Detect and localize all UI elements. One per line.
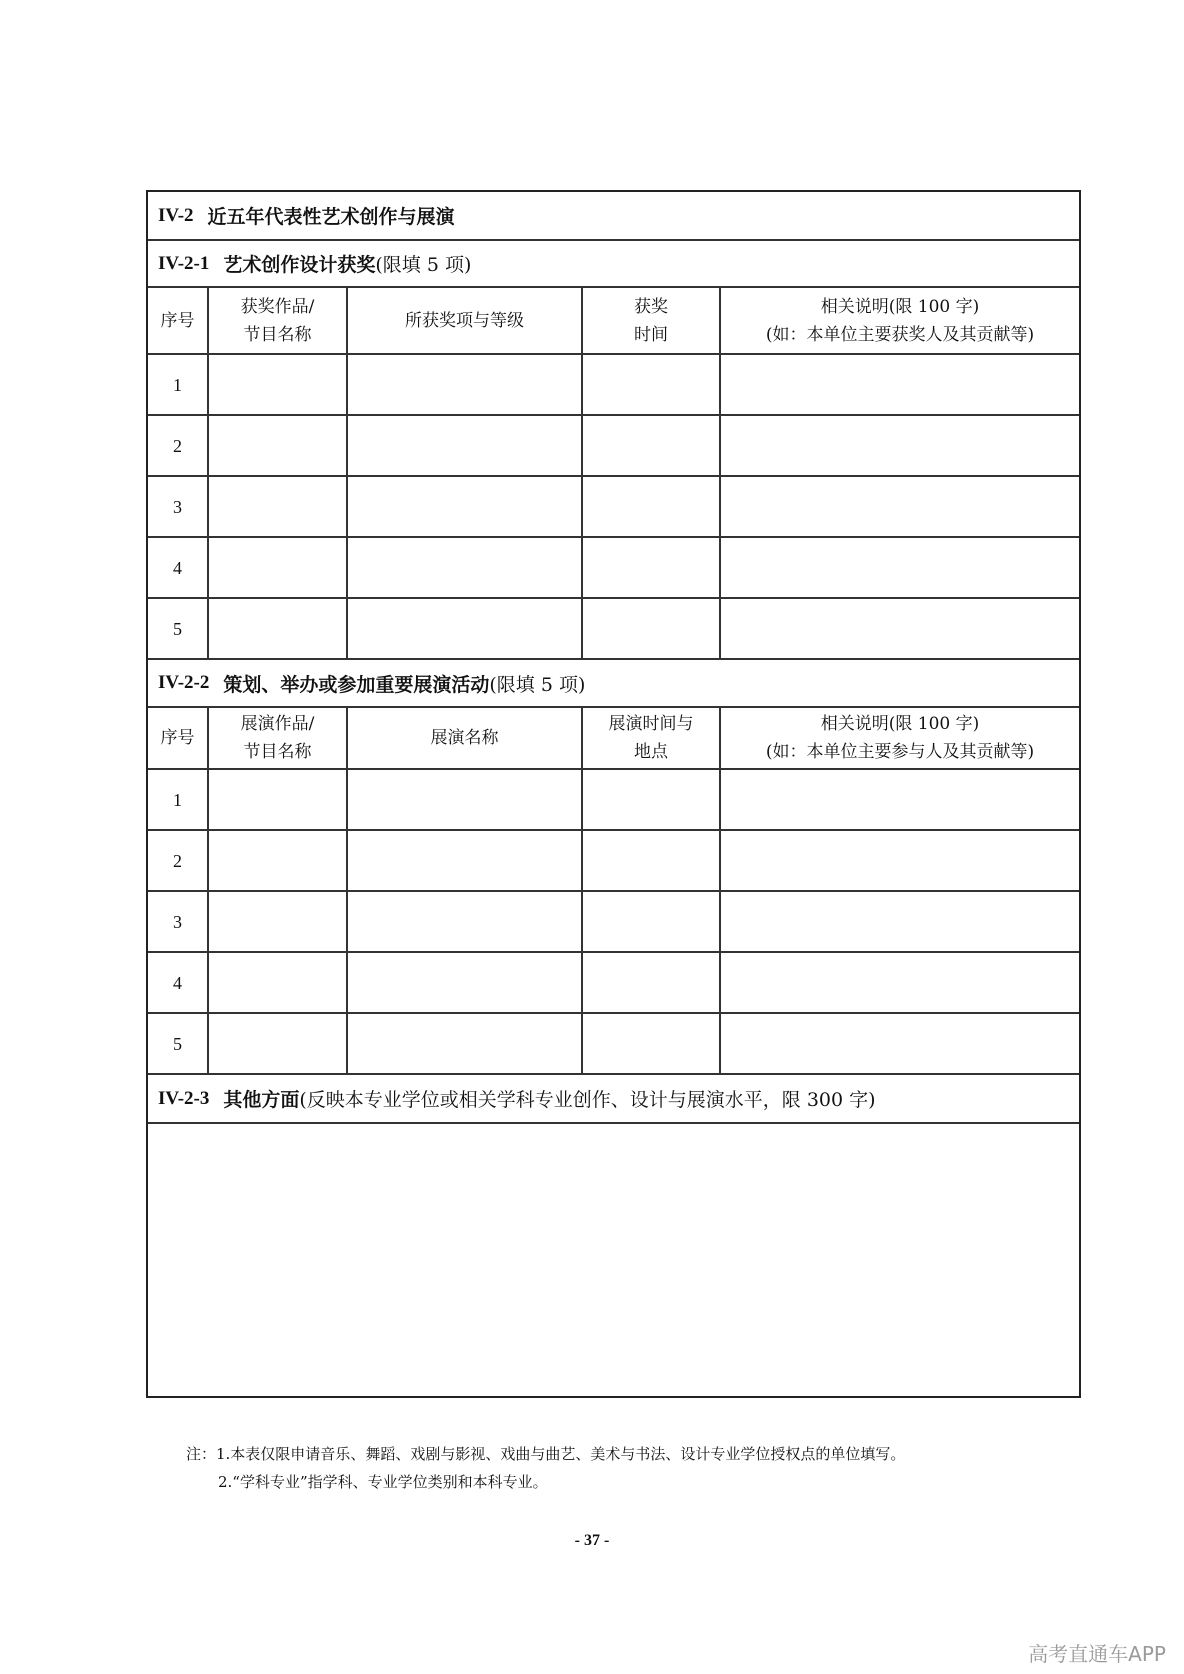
header-desc-line1: 相关说明(限 100 字): [820, 296, 980, 317]
other-header: [148, 1075, 1079, 1124]
table-row: [148, 1014, 1079, 1075]
table-row: [148, 538, 1079, 599]
header-description: [721, 288, 1079, 353]
description-field[interactable]: [721, 1014, 1079, 1073]
row-index: 4: [148, 538, 209, 597]
header-time-line1: 展演时间与: [608, 714, 694, 734]
header-desc-line2: (如：本单位主要参与人及其贡献等): [765, 742, 1035, 762]
row-index: 4: [148, 953, 209, 1012]
exhibitions-title: 策划、举办或参加重要展演活动: [223, 673, 490, 696]
exhibitions-code: IV-2-2: [158, 672, 210, 693]
work-field[interactable]: [209, 477, 348, 536]
watermark: 高考直通车APP: [1028, 1642, 1166, 1666]
exhibition-name-field[interactable]: [348, 892, 583, 951]
time-field[interactable]: [583, 538, 721, 597]
header-work-line2: 节目名称: [243, 324, 312, 345]
header-desc-line2: (如：本单位主要获奖人及其贡献等): [765, 324, 1035, 345]
section-header: [148, 192, 1079, 241]
exhibitions-header: [148, 660, 1079, 708]
description-field[interactable]: [721, 355, 1079, 414]
award-field[interactable]: [348, 416, 583, 475]
work-field[interactable]: [209, 538, 348, 597]
exhibitions-note: (限填 5 项): [489, 673, 586, 696]
exhibition-name-field[interactable]: [348, 770, 583, 829]
award-field[interactable]: [348, 599, 583, 658]
other-note: (反映本专业学位或相关学科专业创作、设计与展演水平，限 300 字): [299, 1089, 876, 1111]
description-field[interactable]: [721, 770, 1079, 829]
header-time-line2: 地点: [634, 742, 668, 762]
time-place-field[interactable]: [583, 892, 721, 951]
table-row: [148, 953, 1079, 1014]
exhibition-name-field[interactable]: [348, 1014, 583, 1073]
header-desc-line1: 相关说明(限 100 字): [820, 714, 980, 734]
table-row: [148, 477, 1079, 538]
description-field[interactable]: [721, 416, 1079, 475]
time-field[interactable]: [583, 355, 721, 414]
time-place-field[interactable]: [583, 953, 721, 1012]
header-work-line2: 节目名称: [243, 742, 312, 762]
description-field[interactable]: [721, 477, 1079, 536]
award-field[interactable]: [348, 355, 583, 414]
award-field[interactable]: [348, 477, 583, 536]
time-place-field[interactable]: [583, 770, 721, 829]
table-row: [148, 831, 1079, 892]
header-work-line1: 展演作品/: [240, 714, 315, 734]
row-index: 2: [148, 831, 209, 890]
row-index: 3: [148, 892, 209, 951]
other-title: 其他方面: [223, 1089, 300, 1111]
time-place-field[interactable]: [583, 831, 721, 890]
awards-header: [148, 241, 1079, 288]
header-work: [209, 708, 348, 768]
section-code: IV-2: [158, 204, 194, 226]
work-field[interactable]: [209, 770, 348, 829]
row-index: 1: [148, 355, 209, 414]
awards-code: IV-2-1: [158, 252, 210, 274]
page-number: - 37 -: [574, 1532, 610, 1549]
header-time: [583, 288, 721, 353]
time-field[interactable]: [583, 416, 721, 475]
header-description: [721, 708, 1079, 768]
row-index: 5: [148, 1014, 209, 1073]
table-row: [148, 892, 1079, 953]
exhibition-name-field[interactable]: [348, 953, 583, 1012]
section-title: 近五年代表性艺术创作与展演: [207, 206, 455, 228]
header-award: 所获奖项与等级: [348, 288, 583, 353]
table-row: [148, 599, 1079, 660]
work-field[interactable]: [209, 892, 348, 951]
header-work-line1: 获奖作品/: [240, 296, 315, 317]
work-field[interactable]: [209, 1014, 348, 1073]
header-time-line1: 获奖: [634, 296, 668, 317]
work-field[interactable]: [209, 355, 348, 414]
footnote-1: 注：1.本表仅限申请音乐、舞蹈、戏剧与影视、戏曲与曲艺、美术与书法、设计专业学位授权点的单位填写。: [186, 1445, 906, 1463]
awards-column-headers: [148, 288, 1079, 355]
work-field[interactable]: [209, 416, 348, 475]
form-table: [146, 190, 1081, 1398]
description-field[interactable]: [721, 599, 1079, 658]
row-index: 1: [148, 770, 209, 829]
description-field[interactable]: [721, 831, 1079, 890]
footnote-2: 2.“学科专业”指学科、专业学位类别和本科专业。: [218, 1473, 548, 1491]
header-exhibition-name: 展演名称: [348, 708, 583, 768]
exhibitions-column-headers: [148, 708, 1079, 770]
footnotes: [186, 1440, 1066, 1496]
work-field[interactable]: [209, 831, 348, 890]
row-index: 3: [148, 477, 209, 536]
time-field[interactable]: [583, 477, 721, 536]
work-field[interactable]: [209, 953, 348, 1012]
work-field[interactable]: [209, 599, 348, 658]
awards-note: (限填 5 项): [375, 254, 472, 276]
exhibition-name-field[interactable]: [348, 831, 583, 890]
table-row: [148, 355, 1079, 416]
other-text-area[interactable]: [148, 1124, 1079, 1396]
time-place-field[interactable]: [583, 1014, 721, 1073]
header-time-line2: 时间: [634, 324, 668, 345]
awards-title: 艺术创作设计获奖: [223, 254, 376, 276]
time-field[interactable]: [583, 599, 721, 658]
description-field[interactable]: [721, 953, 1079, 1012]
header-work: [209, 288, 348, 353]
other-code: IV-2-3: [158, 1087, 210, 1109]
table-row: [148, 416, 1079, 477]
header-index: 序号: [148, 708, 209, 768]
header-time-place: [583, 708, 721, 768]
row-index: 5: [148, 599, 209, 658]
header-index: 序号: [148, 288, 209, 353]
row-index: 2: [148, 416, 209, 475]
description-field[interactable]: [721, 892, 1079, 951]
table-row: [148, 770, 1079, 831]
award-field[interactable]: [348, 538, 583, 597]
description-field[interactable]: [721, 538, 1079, 597]
